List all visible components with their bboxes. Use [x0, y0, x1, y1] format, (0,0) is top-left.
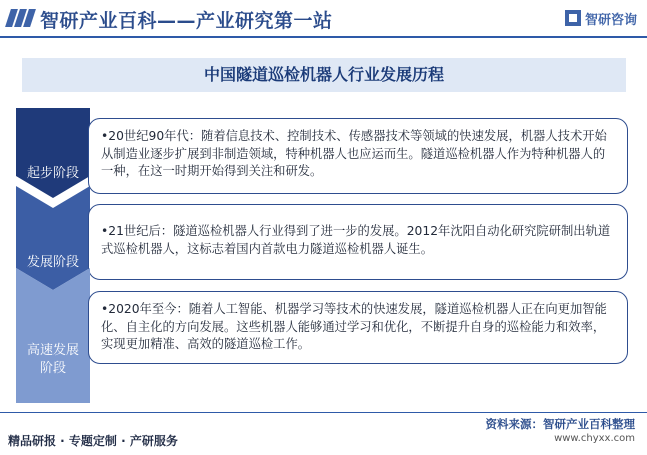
stage-text-2: •21世纪后：隧道巡检机器人行业得到了进一步的发展。2012年沈阳自动化研究院研制出轨道式巡检机器人，这标志着国内首款电力隧道巡检机器人诞生。	[101, 224, 611, 256]
source-url: www.chyxx.com	[554, 433, 635, 444]
stage-card-3	[88, 291, 628, 364]
page-title: 中国隧道巡检机器人行业发展历程	[203, 65, 444, 84]
logo-icon	[565, 10, 581, 26]
stage-card-1	[88, 118, 628, 194]
stage-chevron-1	[16, 108, 90, 198]
stage-label-2: 发展阶段	[26, 255, 79, 270]
footer-tagline: 精品研报 · 专题定制 · 产研服务	[8, 434, 178, 448]
brand-logo	[565, 9, 637, 27]
title-banner	[22, 58, 626, 92]
stage-text-1: •20世纪90年代：随着信息技术、控制技术、传感器技术等领域的快速发展，机器人技术开始从制造业逐步扩展到非制造领域，特种机器人也应运而生。隧道巡检机器人作为特种机器人的一种，在这一时期开始得到关注和研发。	[101, 129, 607, 178]
site-title: 智研产业百科——产业研究第一站	[40, 10, 333, 32]
chevron-shape-3	[16, 268, 90, 403]
logo-text: 智研咨询	[584, 12, 637, 28]
stage-card-2	[88, 204, 628, 280]
stage-label-1: 起步阶段	[26, 166, 79, 181]
chevron-shape-1	[16, 108, 90, 198]
footer-divider	[0, 412, 647, 413]
stage-label-3: 高速发展阶段	[26, 343, 79, 376]
brand-bars-icon	[6, 9, 32, 27]
header	[0, 0, 647, 36]
stage-text-3: •2020年至今：随着人工智能、机器学习等技术的快速发展，隧道巡检机器人正在向更加智能化、自主化的方向发展。这些机器人能够通过学习和优化，不断提升自身的巡检能力和效率，实现更加精准、高效的隧道巡检工作。	[101, 302, 607, 351]
header-divider	[0, 36, 647, 38]
source-note: 资料来源：智研产业百科整理	[485, 417, 635, 431]
stage-chevron-3	[16, 268, 90, 403]
